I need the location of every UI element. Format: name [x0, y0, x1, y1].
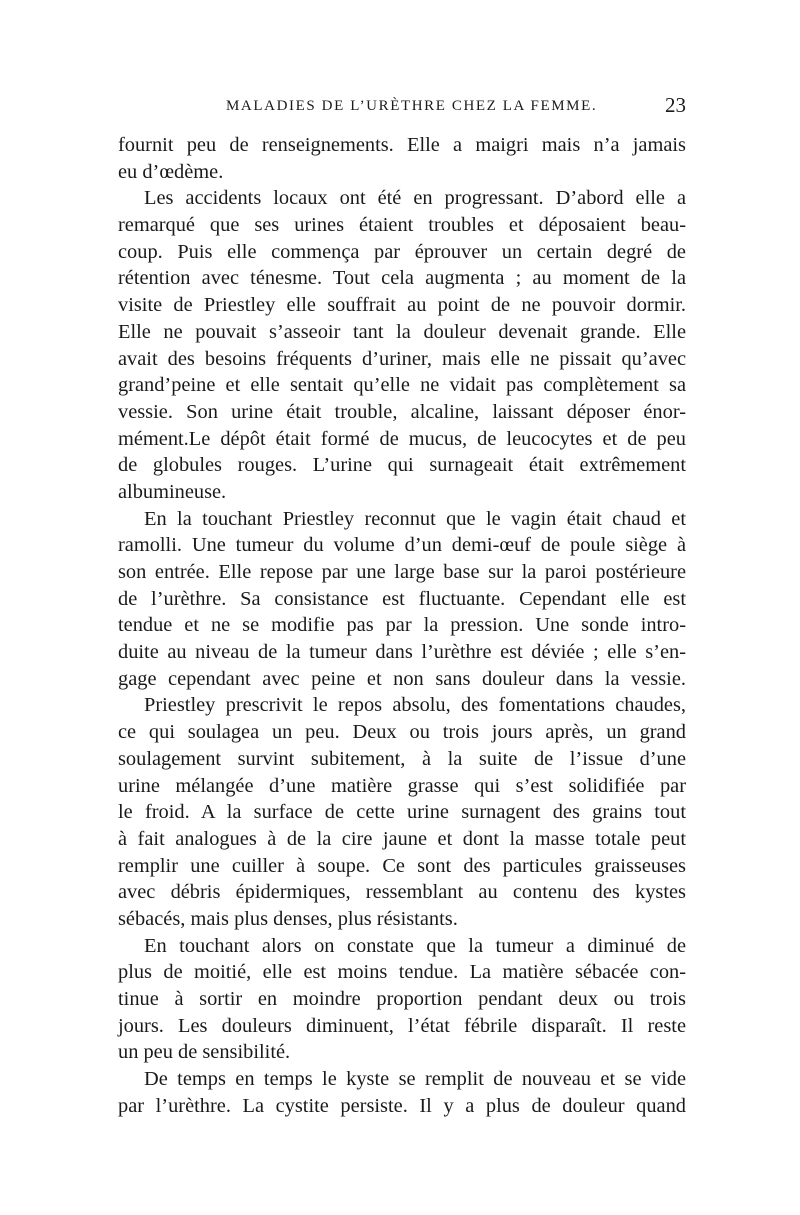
text-line: gage cependant avec peine et non sans douleur dans la vessie. [118, 667, 686, 690]
text-line: de globules rouges. L’urine qui surnageait était extrêmement [118, 454, 686, 477]
text-line: En la touchant Priestley reconnut que le vagin était chaud et [144, 507, 686, 530]
text-line: Priestley prescrivit le repos absolu, des fomentations chaudes, [144, 694, 686, 717]
text-line: vessie. Son urine était trouble, alcaline, laissant déposer énor- [118, 400, 686, 423]
text-line: avec débris épidermiques, ressemblant au contenu des kystes [118, 881, 686, 904]
text-line: Les accidents locaux ont été en progressant. D’abord elle a [144, 187, 686, 210]
text-line: soulagement survint subitement, à la suite de l’issue d’une [118, 747, 686, 770]
text-line: grand’peine et elle sentait qu’elle ne vidait pas complètement sa [118, 374, 686, 397]
text-line: de l’urèthre. Sa consistance est fluctuante. Cependant elle est [118, 587, 686, 610]
text-line: mément.Le dépôt était formé de mucus, de leucocytes et de peu [118, 427, 686, 450]
text-line: le froid. A la surface de cette urine surnagent des grains tout [118, 801, 686, 824]
text-line: rétention avec ténesme. Tout cela augmenta ; au moment de la [118, 267, 686, 290]
text-line: coup. Puis elle commença par éprouver un certain degré de [118, 240, 686, 263]
text-line: tinue à sortir en moindre proportion pendant deux ou trois [118, 988, 686, 1010]
text-line: un peu de sensibilité. [118, 1041, 291, 1064]
text-line: tendue et ne se modifie pas par la pression. Une sonde intro- [118, 614, 686, 637]
text-line: sébacés, mais plus denses, plus résistants. [118, 907, 458, 930]
running-title: MALADIES DE L’URÈTHRE CHEZ LA FEMME. [226, 98, 598, 114]
text-line: ce qui soulagea un peu. Deux ou trois jours après, un grand [118, 721, 686, 744]
text-line: visite de Priestley elle souffrait au point de ne pouvoir dormir. [118, 294, 686, 317]
text-line: En touchant alors on constate que la tumeur a diminué de [144, 934, 686, 957]
page-number: 23 [665, 93, 686, 117]
text-line: ramolli. Une tumeur du volume d’un demi-œuf de poule siège à [118, 534, 686, 557]
text-line: urine mélangée d’une matière grasse qui s’est solidifiée par [118, 774, 686, 797]
text-line: plus de moitié, elle est moins tendue. La matière sébacée con- [118, 961, 686, 984]
text-line: remplir une cuiller à soupe. Ce sont des particules graisseuses [118, 854, 686, 877]
text-line: par l’urèthre. La cystite persiste. Il y a plus de douleur quand [118, 1094, 686, 1117]
text-line: jours. Les douleurs diminuent, l’état fébrile disparaît. Il reste [118, 1014, 686, 1037]
text-line: De temps en temps le kyste se remplit de nouveau et se vide [144, 1068, 686, 1091]
text-line: son entrée. Elle repose par une large base sur la paroi postérieure [118, 561, 686, 583]
body-text [118, 132, 686, 1119]
text-line: avait des besoins fréquents d’uriner, mais elle ne pissait qu’avec [118, 347, 686, 370]
text-line: à fait analogues à de la cire jaune et dont la masse totale peut [118, 827, 686, 850]
text-line: Elle ne pouvait s’asseoir tant la douleur devenait grande. Elle [118, 320, 686, 343]
text-line: remarqué que ses urines étaient troubles et déposaient beau- [118, 214, 686, 237]
text-line: duite au niveau de la tumeur dans l’urèthre est déviée ; elle s’en- [118, 641, 686, 664]
text-line: eu d’œdème. [118, 160, 224, 183]
text-line: albumineuse. [118, 480, 227, 503]
text-line: fournit peu de renseignements. Elle a maigri mais n’a jamais [118, 134, 686, 156]
page-header [118, 93, 686, 120]
